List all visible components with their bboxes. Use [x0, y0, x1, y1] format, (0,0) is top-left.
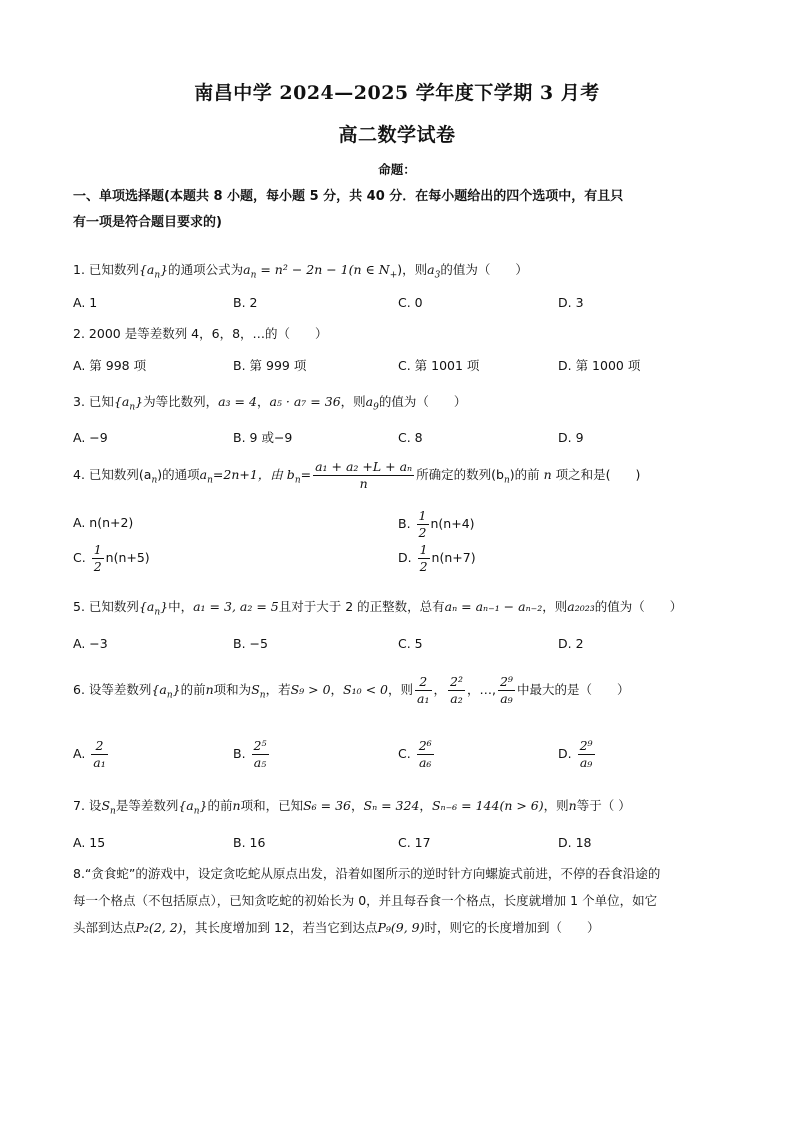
question-2: 2. 2000 是等差数列 4，6，8，…的（ ） [73, 326, 328, 341]
option-b[interactable]: B. $\frac{\text{2⁵}}{\text{a₅}}$ [233, 738, 267, 770]
option-c[interactable]: C. $\frac{\text{2⁶}}{\text{a₆}}$ [398, 738, 432, 770]
question-8-line2: 每一个格点（不包括原点），已知贪吃蛇的初始长为 0，并且每吞食一个格点，长度就增加 1 个单位，如它 [73, 893, 658, 908]
option-d[interactable]: D. $\frac{\text{2⁹}}{\text{a₉}}$ [558, 738, 593, 770]
question-1-options [73, 293, 723, 313]
option-a[interactable]: A. n(n+2) [73, 515, 134, 530]
question-4: 4. 已知数列$(a_n)$的通项$a_n=2n+1$，由 $b_n=$ $\frac{\text{a₁ + a₂ +L + aₙ}}{n}$ 所确定的数列$(b_n)$的前 n 项之和是( ) [73, 459, 641, 491]
option-a[interactable]: A. 15 [73, 835, 106, 850]
fraction-bn: $\frac{\text{a₁ + a₂ +L + aₙ}}{n}$ [315, 459, 413, 491]
option-b[interactable]: B. −5 [233, 636, 268, 651]
option-b[interactable]: B. $\frac{1}{2}$ n(n+4) [398, 508, 475, 540]
option-b[interactable]: B. 2 [233, 295, 258, 310]
section-heading [73, 184, 723, 236]
question-4-options-row1 [73, 508, 723, 538]
option-c[interactable]: C. 第 1001 项 [398, 358, 480, 373]
question-2-options [73, 356, 723, 376]
option-d[interactable]: D. 第 1000 项 [558, 358, 641, 373]
option-a[interactable]: A. −3 [73, 636, 108, 651]
question-7: 7. 设$S_n$是等差数列$\{a_n\}$的前n项和，已知S₆ = 36，Sₙ = 324，Sₙ₋₆ = 144(n > 6)，则n等于（ ） [73, 798, 631, 817]
question-8-line1: 8.“贪食蛇”的游戏中，设定贪吃蛇从原点出发，沿着如图所示的逆时针方向螺旋式前进，不停的吞食沿途的 [73, 866, 661, 881]
question-8 [73, 860, 723, 941]
exam-title: 南昌中学 2024—2025 学年度下学期 3 月考 [194, 82, 600, 104]
option-c[interactable]: C. 0 [398, 295, 423, 310]
option-a[interactable]: A. 1 [73, 295, 98, 310]
question-3: 3. 已知$\{a_n\}$为等比数列，a₃ = 4，a₅ · a₇ = 36，则$a_9$的值为（ ） [73, 394, 467, 413]
question-6: 6. 设等差数列$\{a_n\}$的前n项和为$S_n$，若S₉ > 0，S₁₀ < 0，则 $\frac{2}{\text{a₁}}$ ， $\frac{\text{2²}}{\text{a₂}}$ ，…, $\frac{\text{2⁹}}{\text{a₉}}$ 中最大的是（ ） [73, 674, 630, 706]
option-c[interactable]: C. $\frac{1}{2}$ n(n+5) [73, 542, 150, 574]
question-4-options-row2 [73, 542, 723, 572]
question-7-options [73, 833, 723, 853]
author-label: 命题： [378, 162, 416, 177]
option-d[interactable]: D. 9 [558, 430, 584, 445]
section-heading-line1: 一、单项选择题(本题共 8 小题，每小题 5 分，共 40 分．在每小题给出的四个选项中，有且只 [73, 189, 624, 204]
question-5: 5. 已知数列$\{a_n\}$中，a₁ = 3, a₂ = 5且对于大于 2 的正整数，总有aₙ = aₙ₋₁ − aₙ₋₂，则a₂₀₂₃的值为（ ） [73, 599, 683, 618]
question-1: 1. 已知数列$\{a_n\}$的通项公式为$a_n = n^2 - 2n - 1(n$ ∈ $N_+$)，则$a_3$的值为（ ） [73, 262, 528, 281]
option-d[interactable]: D. 18 [558, 835, 592, 850]
section-heading-line2: 有一项是符合题目要求的) [73, 215, 222, 230]
option-b[interactable]: B. 9 或−9 [233, 430, 293, 445]
exam-subtitle: 高二数学试卷 [338, 124, 456, 146]
question-3-options [73, 428, 723, 448]
option-d[interactable]: D. $\frac{1}{2}$ n(n+7) [398, 542, 476, 574]
option-a[interactable]: A. 第 998 项 [73, 358, 147, 373]
option-c[interactable]: C. 5 [398, 636, 423, 651]
option-a[interactable]: A. −9 [73, 430, 108, 445]
question-5-options [73, 634, 723, 654]
option-b[interactable]: B. 16 [233, 835, 266, 850]
question-6-options [73, 734, 723, 774]
option-d[interactable]: D. 3 [558, 295, 584, 310]
option-d[interactable]: D. 2 [558, 636, 584, 651]
option-c[interactable]: C. 17 [398, 835, 431, 850]
question-8-line3: 头部到达点P₂(2, 2)，其长度增加到 12，若当它到达点P₉(9, 9)时，则它的长度增加到（ ） [73, 920, 600, 935]
option-a[interactable]: A. $\frac{2}{\text{a₁}}$ [73, 738, 106, 770]
option-c[interactable]: C. 8 [398, 430, 423, 445]
option-b[interactable]: B. 第 999 项 [233, 358, 307, 373]
